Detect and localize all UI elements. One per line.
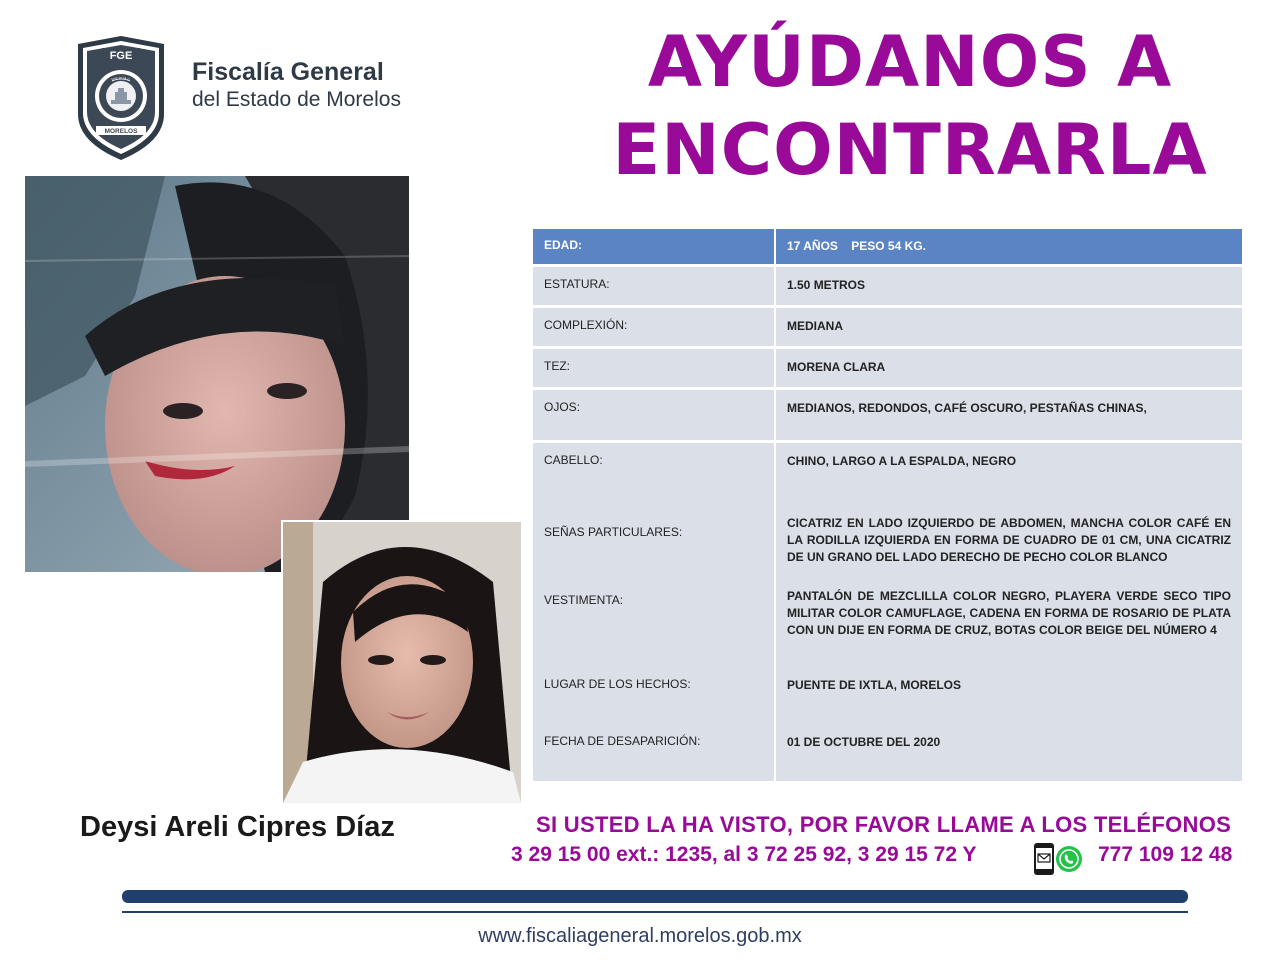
- table-row: [533, 577, 1242, 665]
- org-subtitle: del Estado de Morelos: [192, 88, 401, 111]
- row-label: OJOS:: [533, 390, 774, 440]
- headline-line-1: AYÚDANOS A: [647, 21, 1173, 103]
- table-row: [533, 349, 1242, 387]
- person-name: Deysi Areli Cipres Díaz: [80, 811, 395, 843]
- row-value: MEDIANOS, REDONDOS, CAFÉ OSCURO, PESTAÑAS CHINAS,: [776, 390, 1242, 440]
- row-label: CABELLO:: [533, 443, 774, 507]
- whatsapp-icon: [1055, 845, 1083, 873]
- row-label: SEÑAS PARTICULARES:: [533, 507, 774, 577]
- row-label: FECHA DE DESAPARICIÓN:: [533, 722, 774, 781]
- table-row: [533, 308, 1242, 346]
- footer-rule-thick: [122, 890, 1188, 903]
- missing-person-photo-main: [25, 176, 409, 572]
- footer-rule-thin: [122, 911, 1188, 913]
- row-label: VESTIMENTA:: [533, 577, 774, 665]
- row-value: 01 DE OCTUBRE DEL 2020: [776, 722, 1242, 781]
- logo-band-text: MORELOS: [104, 128, 138, 135]
- row-value: CHINO, LARGO A LA ESPALDA, NEGRO: [776, 443, 1242, 507]
- row-label: ESTATURA:: [533, 267, 774, 305]
- row-value: 17 AÑOS PESO 54 KG.: [776, 229, 1242, 264]
- table-row: [533, 722, 1242, 781]
- row-value: MEDIANA: [776, 308, 1242, 346]
- row-value: MORENA CLARA: [776, 349, 1242, 387]
- row-label: COMPLEXIÓN:: [533, 308, 774, 346]
- row-label: LUGAR DE LOS HECHOS:: [533, 665, 774, 722]
- row-value: 1.50 METROS: [776, 267, 1242, 305]
- row-value: CICATRIZ EN LADO IZQUIERDO DE ABDOMEN, MANCHA COLOR CAFÉ EN LA RODILLA IZQUIERDA EN FORMA DE CUADRO DE 01 CM, UNA CICATRIZ DE UN GRANO DEL LADO DERECHO DE PECHO COLOR BLANCO: [776, 507, 1242, 577]
- table-header-row: [533, 229, 1242, 264]
- contact-prompt: SI USTED LA HA VISTO, POR FAVOR LLAME A LOS TELÉFONOS: [536, 812, 1232, 837]
- contact-whatsapp-number: 777 109 12 48: [1098, 843, 1233, 866]
- headline-line-2: ENCONTRARLA: [612, 109, 1208, 191]
- table-row: [533, 665, 1242, 722]
- org-name: Fiscalía General: [192, 58, 384, 86]
- fge-logo: [72, 34, 170, 162]
- table-row: [533, 443, 1242, 507]
- contact-phones: 3 29 15 00 ext.: 1235, al 3 72 25 92, 3 29 15 72 Y: [511, 843, 977, 866]
- description-table: [533, 229, 1242, 781]
- website-url[interactable]: www.fiscaliageneral.morelos.gob.mx: [478, 925, 802, 947]
- logo-badge-text: FGE: [109, 50, 133, 62]
- row-value: PUENTE DE IXTLA, MORELOS: [776, 665, 1242, 722]
- mobile-message-icon: [1033, 842, 1055, 876]
- row-label: TEZ:: [533, 349, 774, 387]
- logo-ring-text: FISCALÍA G: [110, 76, 131, 82]
- table-row: [533, 507, 1242, 577]
- table-row: [533, 390, 1242, 440]
- row-value: PANTALÓN DE MEZCLILLA COLOR NEGRO, PLAYERA VERDE SECO TIPO MILITAR COLOR CAMUFLAGE, CADENA EN FORMA DE ROSARIO DE PLATA CON UN DIJE EN FORMA DE CRUZ, BOTAS COLOR BEIGE DEL NÚMERO 4: [776, 577, 1242, 665]
- table-row: [533, 267, 1242, 305]
- missing-person-photo-secondary: [281, 520, 521, 803]
- headline: [560, 18, 1260, 194]
- row-label: EDAD:: [533, 229, 774, 264]
